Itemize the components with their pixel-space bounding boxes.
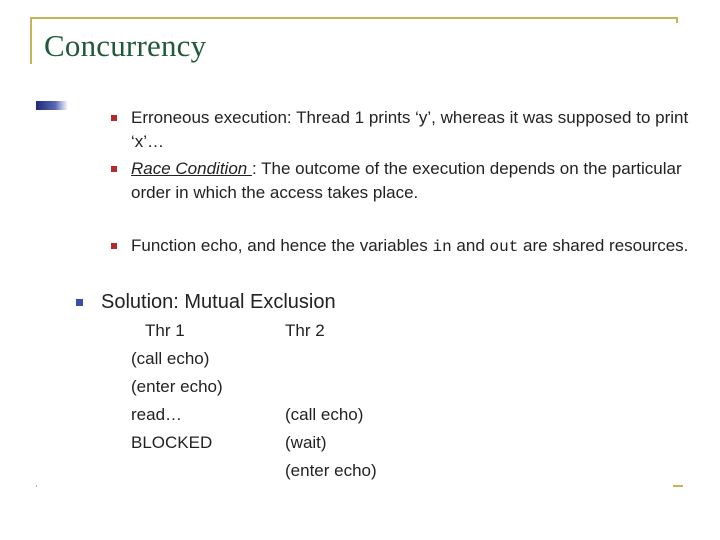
table-cell-thr1: BLOCKED — [131, 433, 213, 452]
frame-bottom-tick — [673, 485, 683, 487]
bullet-square-icon — [111, 115, 117, 121]
frame-top-line — [30, 17, 678, 19]
var-out: out — [489, 238, 519, 256]
bullet-square-icon — [111, 166, 117, 172]
bullet-square-icon — [111, 243, 117, 249]
frame-left-line — [30, 17, 32, 64]
table-cell-thr1: read… — [131, 405, 183, 424]
table-header-thr2: Thr 2 — [285, 321, 325, 340]
level-marker — [36, 101, 68, 110]
bullet-erroneous-execution: Erroneous execution: Thread 1 prints ‘y’, whereas it was supposed to print ‘x’… — [131, 108, 689, 151]
bullet-square-icon — [76, 299, 83, 306]
solution-heading: Solution: Mutual Exclusion — [101, 291, 336, 313]
table-cell-thr2: (call echo) — [285, 405, 364, 424]
table-cell-thr1: (call echo) — [131, 349, 210, 368]
frame-right-tick — [676, 17, 678, 23]
frame-bottom-dot — [36, 485, 37, 487]
bullet-shared-resources — [131, 234, 691, 259]
shared-text-mid: and — [451, 236, 490, 255]
shared-text-pre: Function echo, and hence the variables — [131, 236, 433, 255]
table-cell-thr1: (enter echo) — [131, 377, 223, 396]
table-cell-thr2: (enter echo) — [285, 461, 377, 480]
shared-text-post: are shared resources. — [518, 236, 689, 255]
race-condition-text: : The outcome of the execution depends on the particular order in which the access takes place. — [131, 159, 682, 202]
var-in: in — [432, 238, 452, 256]
table-cell-thr2: (wait) — [285, 433, 327, 452]
race-condition-term: Race Condition — [131, 159, 252, 178]
bullet-race-condition — [131, 157, 691, 205]
slide-title: Concurrency — [44, 28, 207, 63]
table-header-thr1: Thr 1 — [145, 321, 185, 340]
